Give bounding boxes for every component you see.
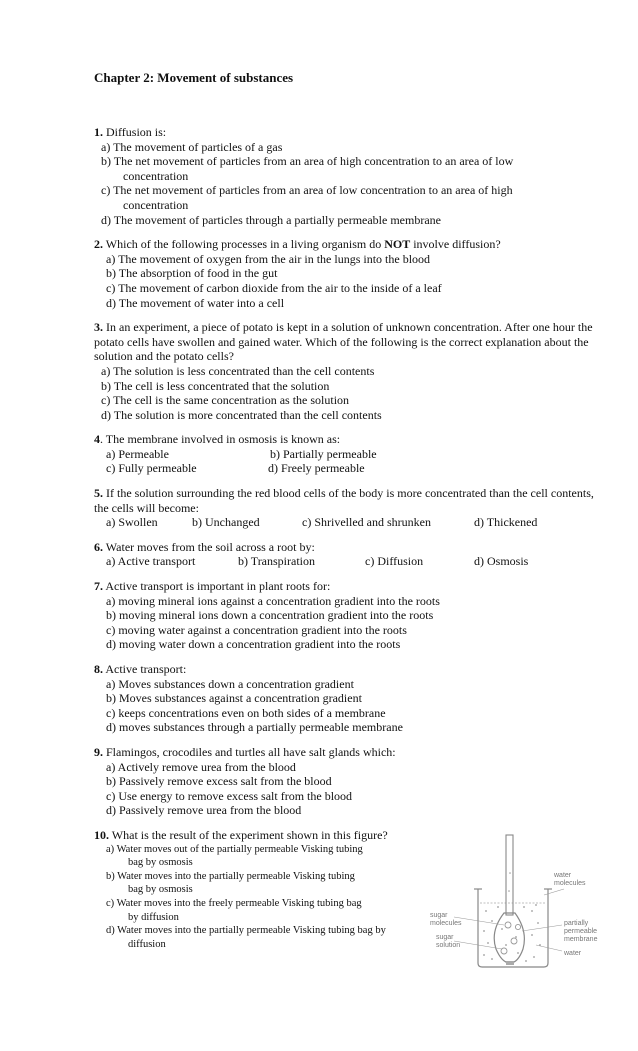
question-7 [94, 579, 594, 652]
option-row [94, 554, 594, 569]
option: a) Water moves out of the partially permeable Visking tubing bag by osmosis [106, 843, 363, 869]
option: a) Actively remove urea from the blood [106, 759, 296, 774]
label-water: water [564, 950, 582, 957]
question-4 [94, 432, 594, 476]
option: c) Water moves into the freely permeable Visking tubing bag by diffusion [106, 897, 362, 923]
option: c) The movement of carbon dioxide from the air to the inside of a leaf [106, 280, 442, 295]
option-row [94, 447, 594, 462]
option: d) Thickened [474, 515, 538, 530]
option: b) The net movement of particles from an area of high concentration to an area of low concentration [101, 154, 514, 183]
question-number: 10. [94, 827, 109, 842]
option: a) The solution is less concentrated than the cell contents [101, 363, 375, 378]
emphasis-not: NOT [384, 237, 411, 252]
option: d) Freely permeable [268, 461, 365, 476]
option: d) Water moves into the partially permeable Visking tubing bag by diffusion [106, 925, 386, 950]
question-number: 8. [94, 662, 103, 676]
option: b) Moves substances against a concentration gradient [106, 691, 362, 706]
option: a) Permeable [106, 446, 169, 461]
option: a) Active transport [106, 554, 196, 569]
label-sugar-solution: sugar solution [436, 934, 461, 949]
option: c) The cell is the same concentration as the solution [101, 393, 350, 408]
worksheet-page [94, 70, 594, 961]
question-number: 7. [94, 579, 103, 594]
osmosis-experiment-figure [426, 833, 602, 973]
option: b) moving mineral ions down a concentration gradient into the roots [106, 608, 434, 623]
option: c) Shrivelled and shrunken [302, 515, 431, 530]
label-partially-permeable-membrane: partially permeable membrane [564, 920, 598, 943]
question-5 [94, 486, 594, 530]
option: b) Passively remove excess salt from the blood [106, 774, 332, 789]
option: a) The movement of oxygen from the air in the lungs into the blood [106, 251, 431, 266]
option: d) The movement of water into a cell [106, 295, 285, 310]
question-9 [94, 745, 594, 818]
option: c) The net movement of particles from an area of low concentration to an area of high concentration [101, 183, 513, 212]
option: b) Transpiration [238, 554, 316, 569]
visking-tubing-bag [494, 913, 524, 963]
question-stem: . The membrane involved in osmosis is known as: [100, 432, 341, 447]
question-stem: Water moves from the soil across a root by: [105, 539, 315, 554]
question-stem: Flamingos, crocodiles and turtles all have salt glands which: [106, 744, 396, 759]
question-2: 2. Which of the following processes in a living organism do NOT involve diffusion? a) The movement of oxygen from the air in the lungs into the blood b) The absorption of food in the gut c) The movement of carbon dioxide from the air to the inside of a leaf d) The movement of water into a cell [94, 237, 594, 310]
option: d) The solution is more concentrated than the cell contents [101, 407, 382, 422]
option: b) The absorption of food in the gut [106, 266, 278, 281]
question-1 [94, 125, 594, 227]
question-number: 4 [94, 432, 100, 447]
option: b) Unchanged [192, 515, 260, 530]
label-water-molecules: water molecules [554, 872, 586, 887]
option: d) Osmosis [474, 554, 529, 569]
chapter-title: Chapter 2: Movement of substances [94, 70, 294, 85]
option: c) keeps concentrations even on both sides of a membrane [106, 705, 386, 720]
option: a) moving mineral ions against a concentration gradient into the roots [106, 593, 440, 608]
option-row [94, 515, 594, 530]
question-number: 5. [94, 486, 103, 501]
question-stem: If the solution surrounding the red blood cells of the body is more concentrated than the cell contents, the cells will become: [94, 486, 594, 515]
label-sugar-molecules: sugar molecules [430, 912, 462, 927]
option: a) Swollen [106, 515, 158, 530]
option: d) The movement of particles through a partially permeable membrane [101, 212, 441, 227]
option: a) The movement of particles of a gas [101, 139, 283, 154]
question-number: 3. [94, 320, 103, 335]
option: b) Water moves into the partially permeable Visking tubing bag by osmosis [106, 870, 355, 896]
option: c) Diffusion [365, 554, 424, 569]
question-number: 6. [94, 539, 103, 554]
option: c) moving water against a concentration gradient into the roots [106, 622, 407, 637]
option-row [94, 461, 594, 476]
question-3 [94, 320, 594, 422]
option: b) The cell is less concentrated that the solution [101, 378, 330, 393]
option: d) moves substances through a partially permeable membrane [106, 720, 403, 735]
question-number: 9. [94, 744, 103, 759]
option: d) Passively remove urea from the blood [106, 803, 302, 818]
question-stem: Diffusion is: [106, 125, 167, 139]
question-stem: In an experiment, a piece of potato is kept in a solution of unknown concentration. After one hour the potato cells have swollen and gained water. Which of the following is the correct explanation about the solution and the potato cells? [94, 320, 593, 364]
question-stem: What is the result of the experiment shown in this figure? [111, 827, 388, 842]
option: c) Fully permeable [106, 461, 197, 476]
option: b) Partially permeable [270, 446, 377, 461]
question-number: 1. [94, 125, 103, 139]
option: d) moving water down a concentration gradient into the roots [106, 637, 401, 652]
question-6 [94, 540, 594, 569]
question-stem: Active transport: [105, 662, 187, 676]
option: a) Moves substances down a concentration gradient [106, 676, 354, 691]
option: c) Use energy to remove excess salt from the blood [106, 788, 353, 803]
question-8 [94, 662, 594, 735]
question-stem: Active transport is important in plant roots for: [105, 579, 331, 594]
question-number: 2. [94, 237, 103, 252]
question-10 [94, 828, 424, 951]
